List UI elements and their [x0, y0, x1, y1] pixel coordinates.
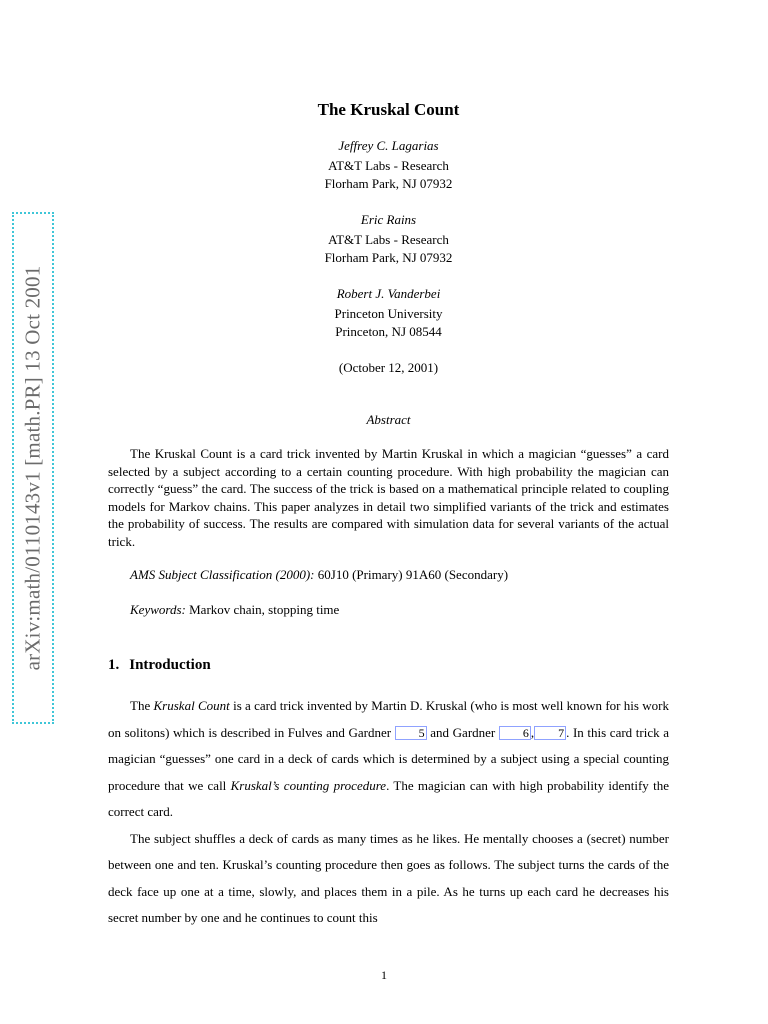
paper-date: (October 12, 2001) — [338, 360, 439, 375]
keywords — [108, 602, 691, 618]
author-address: Florham Park, NJ 07932 — [324, 176, 453, 191]
arxiv-stamp — [12, 212, 54, 724]
author-block-2 — [108, 212, 669, 267]
author-name: Jeffrey C. Lagarias — [338, 138, 439, 153]
author-affiliation: AT&T Labs - Research — [328, 232, 449, 247]
page-number: 1 — [381, 968, 387, 982]
text-run: is a card trick invented by Martin D. Kruskal (who is most well known for his work on solitons) which is described in Fulves and Gardner — [108, 698, 669, 740]
intro-paragraph-1 — [108, 693, 669, 826]
body-text — [108, 693, 669, 932]
author-address: Princeton, NJ 08544 — [335, 324, 442, 339]
author-block-3 — [108, 286, 669, 341]
section-heading — [108, 657, 669, 674]
classification-value: 60J10 (Primary) 91A60 (Secondary) — [314, 567, 509, 582]
author-block-1 — [108, 138, 669, 193]
emphasis-counting-procedure: Kruskal’s counting procedure — [230, 777, 387, 793]
text-run: The — [130, 698, 154, 713]
author-name: Eric Rains — [360, 212, 417, 227]
arxiv-identifier: arXiv:math/0110143v1 [math.PR] 13 Oct 2001 — [20, 265, 45, 671]
abstract-heading: Abstract — [366, 412, 411, 427]
paper-title: The Kruskal Count — [317, 100, 460, 119]
section-number: 1. — [108, 657, 120, 673]
author-address: Florham Park, NJ 07932 — [324, 250, 453, 265]
section-title: Introduction — [129, 657, 211, 673]
classification-label: AMS Subject Classification (2000): — [130, 567, 315, 582]
intro-paragraph-2: The subject shuffles a deck of cards as many times as he likes. He mentally chooses a (secret) number between one and ten. Kruskal’s counting procedure then goes as follows. The subject turns the cards of the deck face up one at a time, slowly, and places them in a pile. As he turns up each card he decreases his secret number by one and he continues to count this — [108, 830, 669, 925]
text-run: and Gardner — [426, 724, 499, 740]
ams-classification — [108, 567, 691, 583]
keywords-value: Markov chain, stopping time — [185, 602, 340, 617]
text-run: , — [530, 724, 535, 740]
text-run: . The magician can with high probability identify the correct card. — [108, 777, 669, 819]
keywords-label: Keywords: — [130, 602, 186, 617]
citation-link[interactable]: 7 — [534, 726, 566, 740]
author-affiliation: Princeton University — [334, 306, 443, 321]
citation-link[interactable]: 6 — [499, 726, 531, 740]
author-affiliation: AT&T Labs - Research — [328, 158, 449, 173]
citation-link[interactable]: 5 — [395, 726, 427, 740]
text-run: . In this card trick a magician “guesses” one card in a deck of cards which is determined by a subject using a special counting procedure that we call — [108, 724, 669, 793]
abstract-text: The Kruskal Count is a card trick invented by Martin Kruskal in which a magician “guesses” a card selected by a subject according to a certain counting procedure. With high probability the magician can correctly “guess” the card. The success of the trick is based on a mathematical principle related to coupling models for Markov chains. This paper analyzes in detail two simplified variants of the trick and estimates the probability of success. The results are compared with simulation data for several variants of the actual trick. — [108, 446, 669, 549]
author-name: Robert J. Vanderbei — [336, 286, 441, 301]
emphasis-kruskal-count: Kruskal Count — [153, 698, 230, 713]
